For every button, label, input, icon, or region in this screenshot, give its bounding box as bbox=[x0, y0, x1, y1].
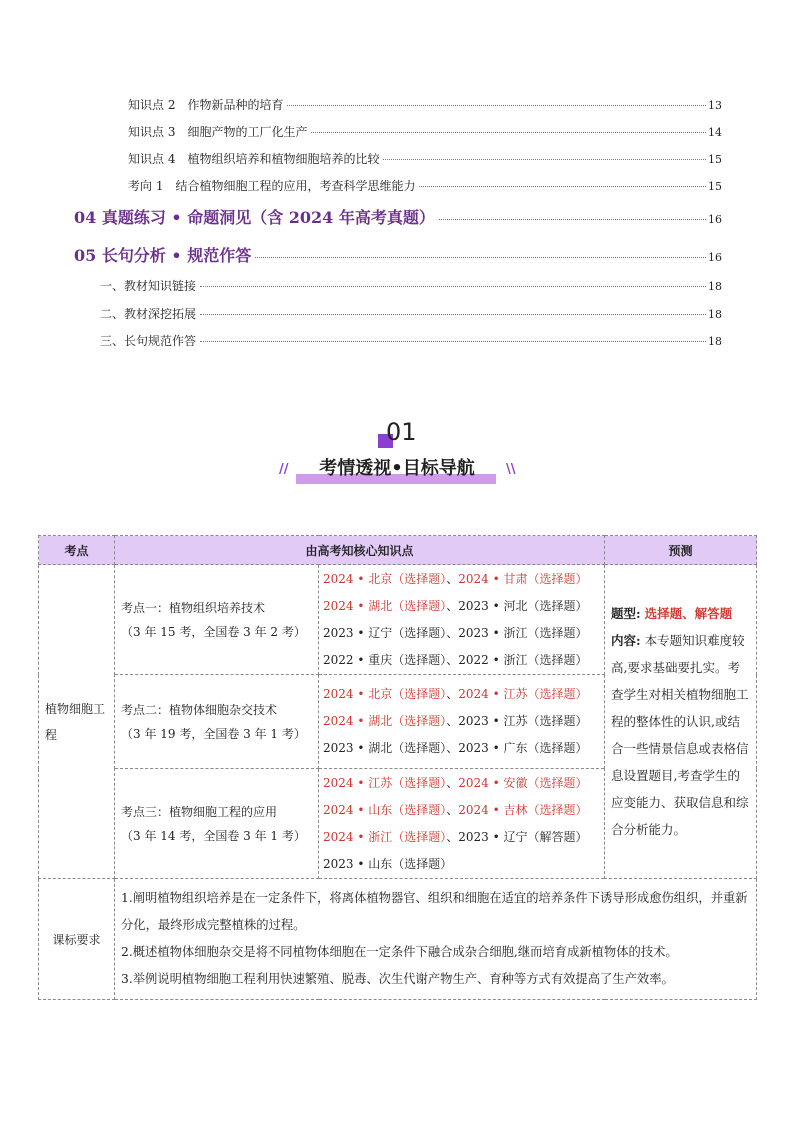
toc-page: 15 bbox=[708, 153, 722, 166]
toc-entry[interactable] bbox=[128, 96, 722, 113]
toc-label: 知识点 4 植物组织培养和植物细胞培养的比较 bbox=[128, 152, 380, 166]
exam-ref: 、2023 • 河北（选择题） bbox=[446, 598, 588, 613]
exam-ref: 2024 • 湖北（选择题） bbox=[323, 714, 447, 728]
toc-label: 二、教材深挖拓展 bbox=[100, 307, 197, 321]
left-slash-decoration: // bbox=[279, 462, 289, 477]
exam-ref: 2023 • 辽宁（选择题）、2023 • 浙江（选择题） bbox=[323, 625, 588, 640]
kaodian-cell bbox=[115, 769, 319, 879]
subject-cell bbox=[39, 565, 115, 879]
toc-page: 15 bbox=[708, 180, 722, 193]
exam-ref: 2024 • 山东（选择题） bbox=[323, 802, 447, 817]
header-predict: 预测 bbox=[605, 536, 757, 565]
exam-analysis-table bbox=[38, 535, 757, 1000]
toc-label: 三、长句规范作答 bbox=[100, 334, 197, 348]
toc-page: 18 bbox=[708, 335, 722, 348]
toc-page: 13 bbox=[708, 99, 722, 112]
exam-line bbox=[323, 620, 604, 647]
table-row bbox=[39, 565, 757, 675]
toc-label: 05 长句分析 • 规范作答 bbox=[74, 246, 252, 265]
exam-line bbox=[323, 824, 604, 851]
exam-line bbox=[323, 593, 604, 620]
exam-ref: 2024 • 浙江（选择题） bbox=[323, 829, 447, 844]
toc-label: 考向 1 结合植物细胞工程的应用，考查科学思维能力 bbox=[128, 179, 416, 193]
toc-page: 16 bbox=[708, 251, 722, 264]
toc-entry[interactable] bbox=[74, 205, 722, 228]
type-value: 选择题、解答题 bbox=[644, 606, 733, 621]
requirements-label: 课标要求 bbox=[52, 932, 101, 947]
section-number-text: 01 bbox=[386, 418, 417, 446]
toc-label: 知识点 2 作物新品种的培育 bbox=[128, 98, 284, 112]
right-slash-decoration: \\ bbox=[506, 462, 516, 477]
toc-leader bbox=[255, 257, 706, 258]
toc-leader bbox=[383, 159, 706, 160]
toc-leader bbox=[200, 314, 706, 315]
kaodian-cell bbox=[115, 675, 319, 769]
exam-line bbox=[323, 566, 604, 593]
toc-entry[interactable] bbox=[74, 243, 722, 266]
exam-line bbox=[323, 797, 604, 824]
kaodian-name: 考点一：植物组织培养技术 bbox=[121, 600, 266, 615]
requirements-label-cell bbox=[39, 879, 115, 1000]
exam-years-cell bbox=[319, 565, 605, 675]
kaodian-count: （3 年 14 考，全国卷 3 年 1 考） bbox=[121, 828, 306, 843]
toc-entry[interactable] bbox=[100, 332, 722, 349]
exam-years-cell bbox=[319, 675, 605, 769]
kaodian-cell bbox=[115, 565, 319, 675]
exam-line bbox=[323, 770, 604, 797]
toc-page: 14 bbox=[708, 126, 722, 139]
exam-line bbox=[323, 647, 604, 674]
exam-sep: 、 bbox=[446, 687, 459, 701]
exam-ref: 、2023 • 辽宁（解答题） bbox=[446, 829, 588, 844]
kaodian-count: （3 年 15 考，全国卷 3 年 2 考） bbox=[121, 624, 306, 639]
exam-ref: 2024 • 北京（选择题） bbox=[323, 687, 447, 701]
toc-entry[interactable] bbox=[128, 123, 722, 140]
toc-label: 知识点 3 细胞产物的工厂化生产 bbox=[128, 125, 308, 139]
toc-label: 04 真题练习 • 命题洞见（含 2024 年高考真题） bbox=[74, 208, 435, 227]
exam-ref: 2024 • 甘肃（选择题） bbox=[458, 571, 588, 586]
requirements-content bbox=[115, 879, 757, 1000]
requirement-item: 1.阐明植物组织培养是在一定条件下，将离体植物器官、组织和细胞在适宜的培养条件下诱导形成愈伤组织，并重新分化，最终形成完整植株的过程。 bbox=[121, 891, 748, 932]
table-header-row bbox=[39, 536, 757, 565]
exam-ref: 2024 • 吉林（选择题） bbox=[458, 802, 588, 817]
exam-line bbox=[323, 735, 604, 762]
toc-entry[interactable] bbox=[128, 150, 722, 167]
toc-page: 16 bbox=[708, 213, 722, 226]
exam-ref: 2024 • 安徽（选择题） bbox=[458, 775, 588, 790]
exam-ref: 2024 • 湖北（选择题） bbox=[323, 598, 447, 613]
prediction-cell bbox=[605, 565, 757, 879]
exam-line bbox=[323, 851, 604, 878]
kaodian-count: （3 年 19 考，全国卷 3 年 1 考） bbox=[121, 726, 306, 741]
exam-ref: 2023 • 湖北（选择题）、2023 • 广东（选择题） bbox=[323, 741, 588, 755]
toc-leader bbox=[419, 186, 706, 187]
exam-ref: 2022 • 重庆（选择题）、2022 • 浙江（选择题） bbox=[323, 652, 588, 667]
toc-label: 一、教材知识链接 bbox=[100, 279, 197, 293]
requirements-row bbox=[39, 879, 757, 1000]
requirement-item: 2.概述植物体细胞杂交是将不同植物体细胞在一定条件下融合成杂合细胞,继而培育成新植物体的技术。 bbox=[121, 945, 678, 959]
exam-years-cell bbox=[319, 769, 605, 879]
exam-ref: 、2023 • 江苏（选择题） bbox=[446, 714, 588, 728]
toc-page: 18 bbox=[708, 308, 722, 321]
exam-sep: 、 bbox=[446, 802, 459, 817]
section-number bbox=[378, 418, 418, 448]
exam-sep: 、 bbox=[446, 775, 459, 790]
exam-ref: 2024 • 江苏（选择题） bbox=[458, 687, 588, 701]
header-kaodian: 考点 bbox=[39, 536, 115, 565]
toc-entry[interactable] bbox=[100, 277, 722, 294]
section-title: 考情透视•目标导航 bbox=[319, 458, 475, 479]
requirement-item: 3.举例说明植物细胞工程利用快速繁殖、脱毒、次生代谢产物生产、育种等方式有效提高了生产效率。 bbox=[121, 972, 674, 986]
content-text: 本专题知识难度较高,要求基础要扎实。考查学生对相关植物细胞工程的整体性的认识,或结合一些情景信息或表格信息设置题目,考查学生的应变能力、获取信息和综合分析能力。 bbox=[611, 633, 749, 837]
header-core: 由高考知核心知识点 bbox=[115, 536, 605, 565]
toc-page: 18 bbox=[708, 280, 722, 293]
kaodian-name: 考点三：植物细胞工程的应用 bbox=[121, 804, 278, 819]
content-label: 内容: bbox=[611, 633, 641, 648]
toc-leader bbox=[287, 105, 706, 106]
exam-sep: 、 bbox=[446, 571, 459, 586]
exam-ref: 2024 • 北京（选择题） bbox=[323, 571, 447, 586]
kaodian-name: 考点二：植物体细胞杂交技术 bbox=[121, 702, 278, 717]
toc-entry[interactable] bbox=[100, 305, 722, 322]
subject-label: 植物细胞工程 bbox=[45, 701, 106, 742]
toc-leader bbox=[200, 341, 706, 342]
section-heading bbox=[272, 454, 522, 488]
toc-leader bbox=[311, 132, 706, 133]
toc-entry[interactable] bbox=[128, 177, 722, 194]
exam-line bbox=[323, 681, 604, 708]
toc-leader bbox=[200, 286, 706, 287]
exam-line bbox=[323, 708, 604, 735]
exam-ref: 2023 • 山东（选择题） bbox=[323, 856, 453, 871]
type-label: 题型: bbox=[611, 606, 641, 621]
exam-ref: 2024 • 江苏（选择题） bbox=[323, 775, 447, 790]
toc-leader bbox=[439, 219, 706, 220]
